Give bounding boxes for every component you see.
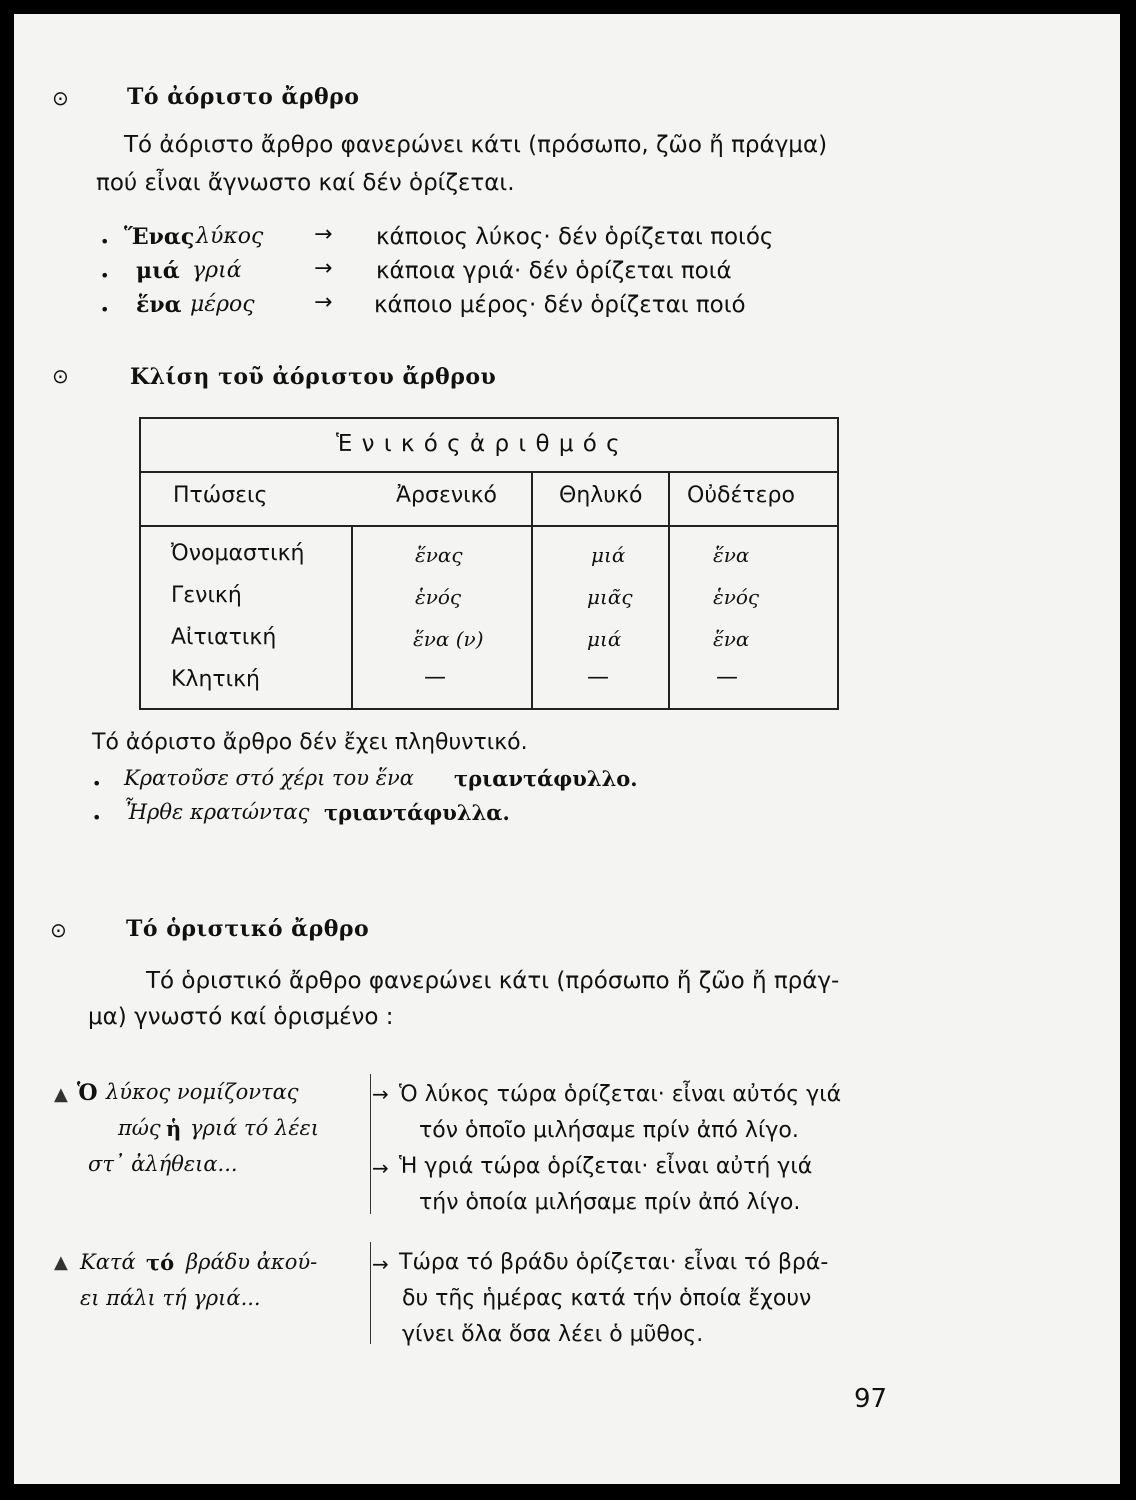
example-meaning: κάποια γριά· δέν ὁρίζεται ποιά — [376, 258, 732, 284]
table-cell: ἑνός — [415, 585, 462, 609]
declension-table — [139, 417, 839, 710]
example-article: ἕνα — [136, 292, 182, 318]
page-number: 97 — [854, 1384, 888, 1414]
example-line: Κατά — [80, 1250, 136, 1274]
example-line: λύκος νομίζοντας — [106, 1080, 299, 1104]
table-cell: — — [587, 665, 609, 690]
column-header: Ἀρσενικό — [396, 483, 498, 508]
example-bold-article: ἡ — [166, 1116, 182, 1141]
table-cell: ἕνας — [415, 543, 463, 567]
column-divider — [370, 1074, 371, 1214]
section-title-declension: Κλίση τοῦ ἀόριστου ἄρθρου — [130, 364, 497, 390]
bullet: • — [100, 232, 110, 251]
plural-example-text: Κρατοῦσε στό χέρι του ἕνα — [124, 766, 414, 790]
note-line: Ἡ γριά τώρα ὁρίζεται· εἶναι αὐτή γιά — [399, 1154, 813, 1179]
note-line: δυ τῆς ἡμέρας κατά τήν ὁποία ἔχουν — [402, 1286, 812, 1311]
triangle-icon: ▲ — [54, 1252, 68, 1273]
arrow-icon: → — [314, 256, 333, 281]
note-line: γίνει ὅλα ὅσα λέει ὁ μῦθος. — [402, 1322, 704, 1347]
example-article: μιά — [136, 258, 180, 284]
case-label: Ὀνομαστική — [171, 541, 305, 566]
table-rule — [531, 471, 533, 708]
table-cell: ἕνα (ν) — [413, 627, 484, 651]
example-meaning: κάποιο μέρος· δέν ὁρίζεται ποιό — [374, 292, 746, 318]
example-line: πώς — [118, 1116, 161, 1140]
table-caption: Ἑ ν ι κ ό ς ἀ ρ ι θ μ ό ς — [336, 431, 621, 457]
table-cell: — — [716, 665, 738, 690]
column-header: Πτώσεις — [173, 483, 268, 508]
note-line: Ὁ λύκος τώρα ὁρίζεται· εἶναι αὐτός γιά — [399, 1082, 842, 1107]
arrow-icon: → — [314, 290, 333, 315]
intro-line-1: Τό ἀόριστο ἄρθρο φανερώνει κάτι (πρόσωπο, ζῶο ἤ πράγμα) — [124, 132, 828, 158]
table-cell: μιά — [587, 627, 622, 651]
table-rule — [668, 471, 670, 708]
table-rule — [351, 525, 353, 708]
example-noun: λύκος — [196, 224, 264, 249]
circle-dot-icon: ⊙ — [52, 364, 69, 388]
example-line: βράδυ ἀκού- — [186, 1250, 318, 1274]
table-cell: ἑνός — [713, 585, 760, 609]
circle-dot-icon: ⊙ — [50, 918, 67, 942]
arrow-icon: → — [314, 222, 333, 247]
note-line: Τώρα τό βράδυ ὁρίζεται· εἶναι τό βρά- — [399, 1250, 829, 1275]
circle-dot-icon: ⊙ — [52, 86, 69, 110]
intro-line-2: μα) γνωστό καί ὁρισμένο : — [88, 1004, 394, 1030]
plural-example-bold: τριαντάφυλλο. — [454, 766, 638, 791]
table-cell: ἕνα — [713, 543, 750, 567]
example-line: ει πάλι τή γριά... — [80, 1286, 261, 1310]
note-line: τόν ὁποῖο μιλήσαμε πρίν ἀπό λίγο. — [419, 1118, 799, 1143]
plural-example-text: Ἦρθε κρατώντας — [124, 800, 310, 824]
table-rule — [141, 471, 837, 473]
plural-example-bold: τριαντάφυλλα. — [324, 800, 510, 825]
example-article: Ἕνας — [124, 224, 195, 250]
column-header: Οὐδέτερο — [687, 483, 795, 508]
note-line: τήν ὁποία μιλήσαμε πρίν ἀπό λίγο. — [419, 1190, 801, 1215]
table-cell: — — [424, 665, 446, 690]
case-label: Κλητική — [171, 667, 260, 692]
table-cell: ἕνα — [713, 627, 750, 651]
table-cell: μιᾶς — [587, 585, 633, 609]
table-cell: μιά — [591, 543, 626, 567]
bullet: • — [100, 266, 110, 285]
intro-line-1: Τό ὁριστικό ἄρθρο φανερώνει κάτι (πρόσωπο ἤ ζῶο ἤ πράγ- — [146, 968, 840, 994]
intro-line-2: πού εἶναι ἄγνωστο καί δέν ὁρίζεται. — [96, 170, 515, 196]
triangle-icon: ▲ — [54, 1084, 68, 1105]
bullet: • — [92, 774, 102, 793]
book-page — [14, 14, 1120, 1484]
example-noun: μέρος — [190, 292, 255, 317]
no-plural-note: Τό ἀόριστο ἄρθρο δέν ἔχει πληθυντικό. — [92, 730, 528, 755]
column-divider — [370, 1242, 371, 1344]
arrow-icon: → — [372, 1252, 389, 1276]
example-line: γριά τό λέει — [190, 1116, 320, 1140]
bullet: • — [92, 808, 102, 827]
example-meaning: κάποιος λύκος· δέν ὁρίζεται ποιός — [376, 224, 774, 250]
case-label: Αἰτιατική — [171, 625, 277, 650]
arrow-icon: → — [372, 1156, 389, 1180]
section-title-indefinite-article: Τό ἀόριστο ἄρθρο — [127, 84, 360, 110]
column-header: Θηλυκό — [559, 483, 643, 508]
example-line: στ᾽ ἀλήθεια... — [88, 1152, 238, 1176]
example-bold-article: Ὁ — [77, 1080, 98, 1106]
section-title-definite-article: Τό ὁριστικό ἄρθρο — [126, 916, 370, 942]
arrow-icon: → — [372, 1082, 389, 1106]
table-rule — [141, 525, 837, 527]
case-label: Γενική — [171, 583, 242, 608]
bullet: • — [100, 300, 110, 319]
example-bold-article: τό — [146, 1250, 175, 1275]
example-noun: γριά — [192, 258, 242, 283]
